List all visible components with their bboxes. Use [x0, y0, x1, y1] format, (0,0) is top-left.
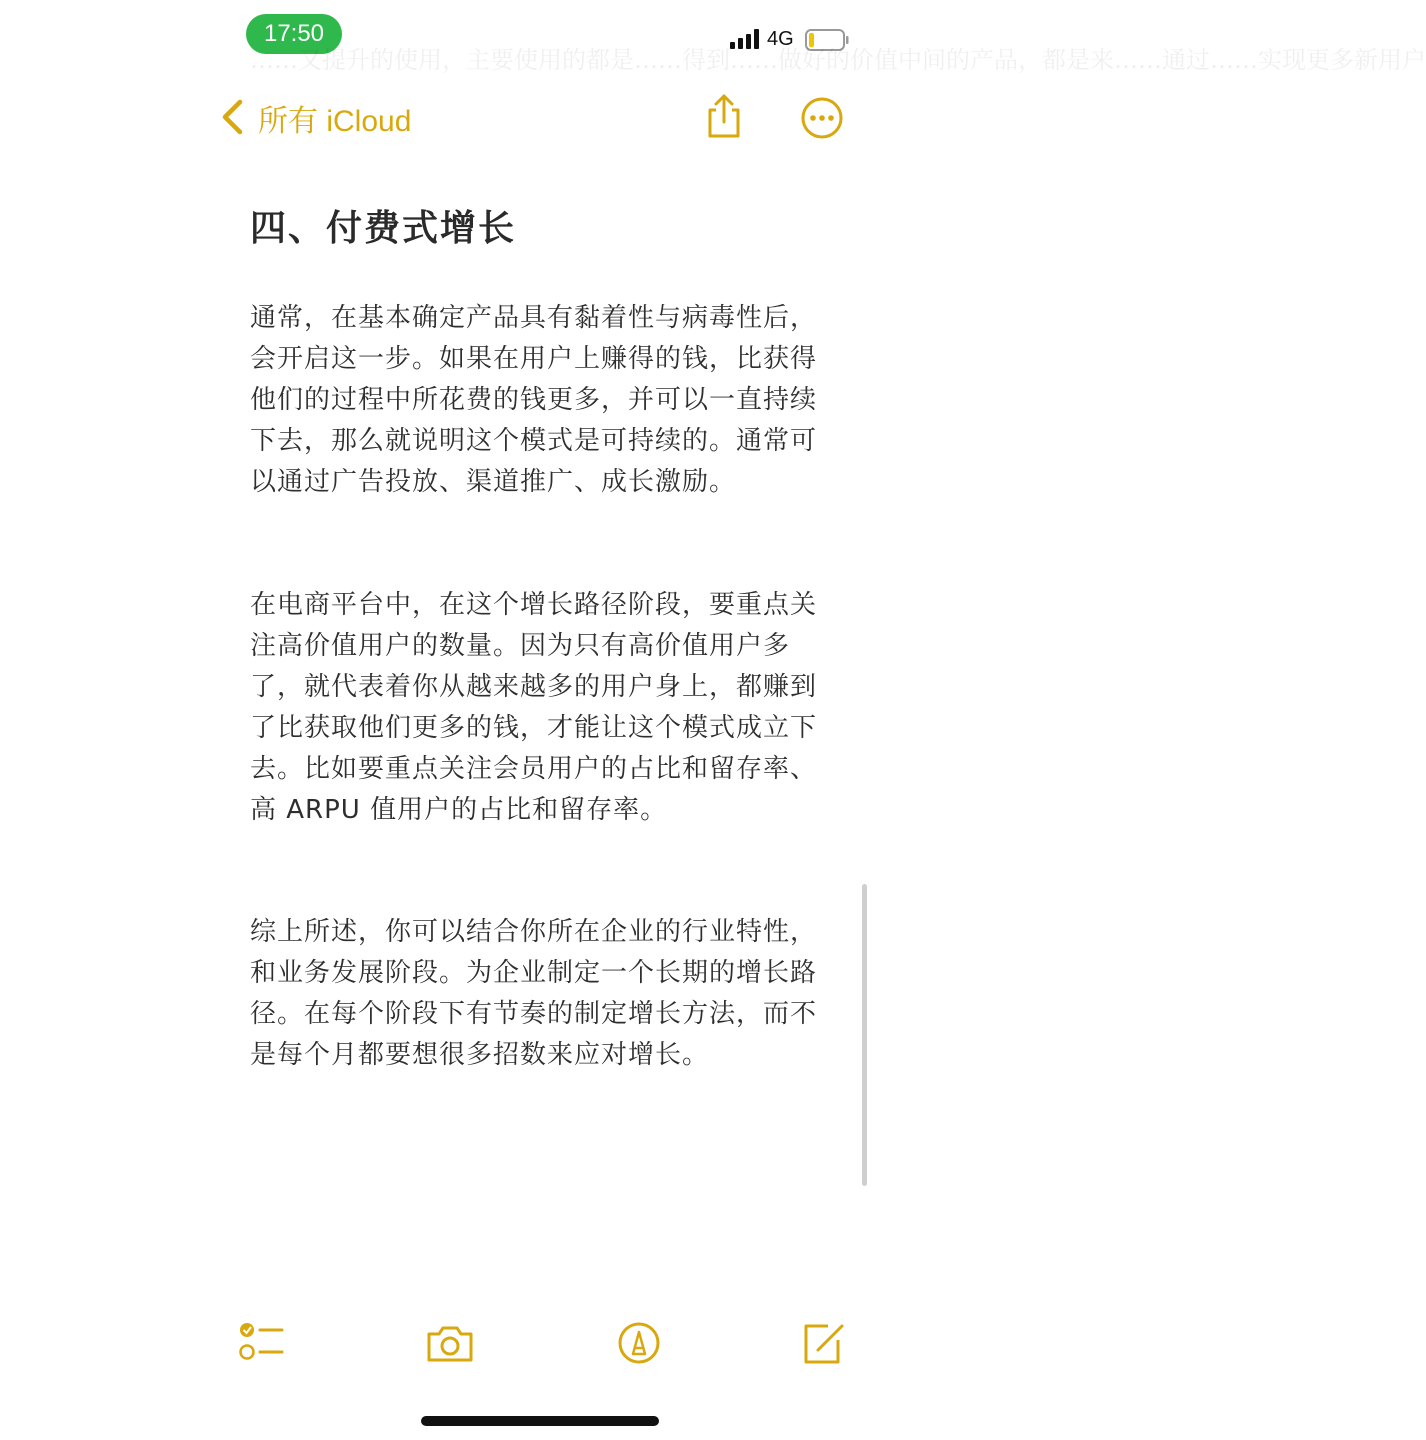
status-time: 17:50	[246, 14, 342, 54]
markup-icon[interactable]	[614, 1318, 664, 1368]
note-paragraph: 在电商平台中，在这个增长路径阶段，要重点关注高价值用户的数量。因为只有高价值用户多了，就代表着你从越来越多的用户身上，都赚到了比获取他们更多的钱，才能让这个模式成立下去。比如要重点关注会员用户的占比和留存率、高 ARPU 值用户的占比和留存率。	[250, 590, 818, 825]
note-paragraph: 综上所述，你可以结合你所在企业的行业特性，和业务发展阶段。为企业制定一个长期的增长路径。在每个阶段下有节奏的制定增长方法，而不是每个月都要想很多招数来应对增长。	[250, 917, 818, 1070]
back-button-label[interactable]: 所有 iCloud	[258, 105, 412, 138]
compose-icon[interactable]	[798, 1318, 848, 1368]
scrolled-under-text: ……又提升的使用，主要使用的都是……得到……做好的价值中间的产品，都是来……通过……实现更多新用户	[250, 46, 1426, 74]
share-icon[interactable]	[702, 92, 746, 140]
network-type: 4G	[767, 28, 794, 50]
chevron-left-icon[interactable]	[220, 98, 246, 136]
note-paragraph: 通常，在基本确定产品具有黏着性与病毒性后，会开启这一步。如果在用户上赚得的钱，比获得他们的过程中所花费的钱更多，并可以一直持续下去，那么就说明这个模式是可持续的。通常可以通过广告投放、渠道推广、成长激励。	[250, 303, 818, 497]
note-heading: 四、付费式增长	[250, 208, 517, 249]
camera-icon[interactable]	[425, 1318, 475, 1368]
home-indicator[interactable]	[421, 1416, 659, 1426]
checklist-icon[interactable]	[236, 1318, 286, 1368]
ellipsis-circle-icon[interactable]	[800, 96, 844, 140]
scrollbar-thumb[interactable]	[862, 884, 867, 1186]
